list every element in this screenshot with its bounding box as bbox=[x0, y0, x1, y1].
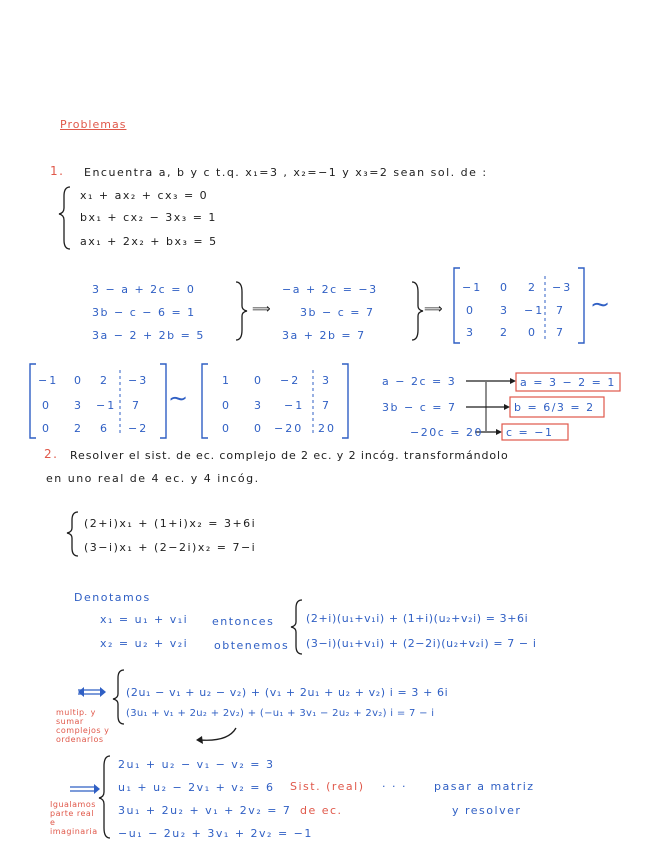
expanded-eq-2: (3−i)(u₁+v₁i) + (2−2i)(u₂+v₂i) = 7 − i bbox=[306, 637, 537, 650]
matrix2-right-bracket bbox=[160, 364, 166, 438]
brace-p1-system bbox=[59, 187, 70, 249]
brace-reduced bbox=[412, 282, 423, 340]
result-c: c = −1 bbox=[506, 426, 554, 439]
eq-a: a − 2c = 3 bbox=[382, 375, 457, 388]
matrix2-left-bracket bbox=[30, 364, 36, 438]
problem-2-statement-1: Resolver el sist. de ec. complejo de 2 ec. y 2 incóg. transformándolo bbox=[70, 449, 509, 462]
sub-eq-1: 3 − a + 2c = 0 bbox=[92, 283, 196, 296]
reduced-eq-1: −a + 2c = −3 bbox=[282, 283, 378, 296]
real-eq-3: 3u₁ + 2u₂ + v₁ + 2v₂ = 7 bbox=[118, 804, 292, 817]
real-eq-4: −u₁ − 2u₂ + 3v₁ + 2v₂ = −1 bbox=[118, 827, 313, 840]
pasar-a-matriz: pasar a matriz bbox=[434, 780, 535, 793]
expanded-eq-1: (2+i)(u₁+v₁i) + (1+i)(u₂+v₂i) = 3+6i bbox=[306, 612, 529, 625]
system-eq-3: ax₁ + 2x₂ + bx₃ = 5 bbox=[80, 235, 218, 248]
brace-p2-system bbox=[67, 512, 78, 556]
grouped-eq-1: (2u₁ − v₁ + u₂ − v₂) + (v₁ + 2u₁ + u₂ + v₂) i = 3 + 6i bbox=[126, 686, 449, 699]
matrix3-left-bracket bbox=[202, 364, 208, 438]
def-x2: x₂ = u₂ + v₂i bbox=[100, 637, 189, 650]
page-title: Problemas bbox=[60, 118, 127, 131]
obtenemos: obtenemos bbox=[214, 639, 290, 652]
denotamos: Denotamos bbox=[74, 591, 151, 604]
curved-arrow bbox=[200, 728, 236, 740]
eq-b: 3b − c = 7 bbox=[382, 401, 457, 414]
note-igualamos: Igualamos parte real e imaginaria bbox=[50, 800, 98, 836]
def-x1: x₁ = u₁ + v₁i bbox=[100, 613, 189, 626]
entonces: entonces bbox=[212, 615, 275, 628]
result-b: b = 6/3 = 2 bbox=[514, 401, 595, 414]
reduced-eq-2: 3b − c = 7 bbox=[300, 306, 375, 319]
dots: · · · bbox=[382, 780, 407, 793]
implies-2: ⟹ bbox=[424, 302, 445, 317]
tilde-1: ∼ bbox=[590, 290, 612, 318]
brace-expanded bbox=[291, 600, 302, 654]
de-ec: de ec. bbox=[300, 804, 343, 817]
sub-eq-2: 3b − c − 6 = 1 bbox=[92, 306, 196, 319]
p2-system-eq-1: (2+i)x₁ + (1+i)x₂ = 3+6i bbox=[84, 517, 257, 530]
real-eq-1: 2u₁ + u₂ − v₁ − v₂ = 3 bbox=[118, 758, 275, 771]
system-eq-2: bx₁ + cx₂ − 3x₃ = 1 bbox=[80, 211, 217, 224]
brace-sub bbox=[236, 282, 247, 340]
note-multiply: multip. y sumar complejos y ordenarlos bbox=[56, 708, 110, 744]
grouped-eq-2: (3u₁ + v₁ + 2u₂ + 2v₂) + (−u₁ + 3v₁ − 2u₂ + 2v₂) i = 7 − i bbox=[126, 708, 435, 719]
problem-1-number: 1. bbox=[50, 164, 65, 178]
matrix3-right-bracket bbox=[342, 364, 348, 438]
tilde-2: ∼ bbox=[168, 384, 190, 412]
matrix1-right-bracket bbox=[578, 268, 584, 343]
reduced-eq-3: 3a + 2b = 7 bbox=[282, 329, 366, 342]
p2-system-eq-2: (3−i)x₁ + (2−2i)x₂ = 7−i bbox=[84, 541, 257, 554]
system-eq-1: x₁ + ax₂ + cx₃ = 0 bbox=[80, 189, 209, 202]
implies-1: ⟹ bbox=[252, 302, 273, 317]
problem-2-statement-2: en uno real de 4 ec. y 4 incóg. bbox=[46, 472, 260, 485]
real-eq-2: u₁ + u₂ − 2v₁ + v₂ = 6 bbox=[118, 781, 275, 794]
result-a: a = 3 − 2 = 1 bbox=[520, 376, 616, 389]
y-resolver: y resolver bbox=[452, 804, 522, 817]
sist-real: Sist. (real) bbox=[290, 780, 365, 793]
matrix1-left-bracket bbox=[454, 268, 460, 343]
eq-c: −20c = 20 bbox=[410, 426, 483, 439]
problem-1-statement: Encuentra a, b y c t.q. x₁=3 , x₂=−1 y x₃=2 sean sol. de : bbox=[84, 166, 488, 179]
problem-2-number: 2. bbox=[44, 447, 59, 461]
sub-eq-3: 3a − 2 + 2b = 5 bbox=[92, 329, 205, 342]
